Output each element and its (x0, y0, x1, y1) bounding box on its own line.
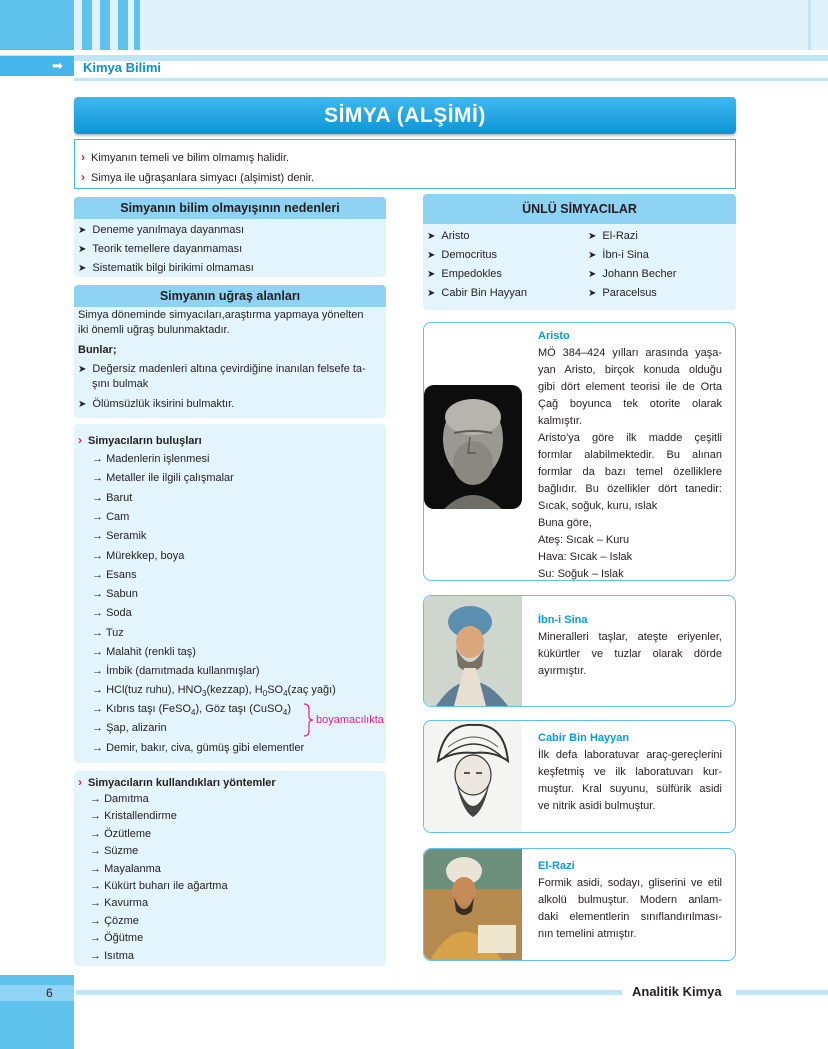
text-line: Sıcak, soğuk, kuru, ıslak (538, 500, 658, 512)
arrowhead-icon: ➤ (588, 250, 597, 261)
list-item: → Sabun (92, 588, 138, 601)
list-item: ➤ Deneme yanılmaya dayanması (78, 224, 245, 236)
list-item-text: Süzme (104, 845, 139, 858)
page-title: SİMYA (ALŞİMİ) (324, 103, 486, 127)
methods-heading: › Simyacıların kullandıkları yöntemler (78, 775, 276, 789)
portrait-image-icon (424, 721, 522, 832)
header-stripe (100, 0, 110, 50)
list-item: → Mürekkep, boya (92, 549, 185, 562)
header-stripe (134, 0, 140, 50)
reasons-heading: Simyanın bilim olmayışının nedenleri (74, 197, 386, 219)
list-item: → Soda (92, 607, 132, 620)
list-item: → Kükürt buharı ile ağartma (90, 880, 228, 892)
list-item-text: Damıtma (104, 793, 149, 805)
intro-line: › Kimyanın temeli ve bilim olmamış halidir. (81, 150, 290, 164)
text-line: formlar alabilmektedir. Bu alınan (538, 449, 722, 461)
fields-heading: Simyanın uğraş alanları (74, 285, 386, 307)
list-item: → Çözme (90, 914, 139, 927)
list-item: ➤ Değersiz madenleri altına çevirdiğine inanılan felsefe ta- (78, 363, 366, 375)
list-item: → Özütleme (90, 827, 152, 840)
list-item-text: Madenlerin işlenmesi (106, 453, 210, 465)
razi-portrait (424, 849, 522, 960)
list-item: → Şap, alizarin (92, 722, 167, 734)
book-title: Analitik Kimya (632, 984, 722, 999)
list-item: → Tuz (92, 626, 124, 639)
chevron-right-icon: › (81, 150, 85, 164)
list-item-text: Barut (106, 491, 133, 504)
list-item-text: Metaller ile ilgili çalışmalar (106, 472, 234, 485)
alchemist-name: El-Razi (602, 230, 638, 242)
list-item-text: Kristallendirme (104, 810, 177, 823)
list-item-text: Özütleme (104, 827, 152, 840)
list-item-text: Cam (106, 510, 130, 523)
text-line: İlk defa laboratuvar araç-gereçlerini (538, 749, 722, 761)
alchemist-item (427, 246, 497, 265)
list-item: → Metaller ile ilgili çalışmalar (92, 472, 234, 485)
list-item: → Süzme (90, 845, 139, 858)
footer-rule (76, 990, 622, 995)
text-line: Aristo'ya göre ilk madde çeşitli (538, 432, 722, 444)
text-line: alkolü bulmuştur. Modern anlam- (538, 894, 722, 906)
list-item-text: Esans (106, 568, 137, 581)
text-line: Buna göre, (538, 517, 592, 529)
chevron-right-icon: › (81, 170, 85, 184)
portrait-image-icon (424, 849, 522, 960)
text-line: gibi dört element teorisi ile de Orta (538, 381, 722, 393)
list-item-text: Kükürt buharı ile ağartma (104, 880, 228, 892)
list-item-text: Mayalanma (104, 862, 161, 875)
label: Bunlar; (78, 344, 117, 356)
arrowhead-icon: ➤ (588, 231, 597, 242)
list-item-text: Malahit (renkli taş) (106, 646, 196, 658)
header-underline (74, 78, 828, 81)
chevron-right-icon: › (78, 775, 82, 789)
list-item: → İmbik (damıtmada kullanmışlar) (92, 665, 260, 678)
alchemist-name: Cabir Bin Hayyan (441, 287, 527, 299)
list-item-continuation: şını bulmak (92, 378, 149, 390)
text-line: kalmıştır. (538, 415, 583, 427)
list-item: → Seramik (92, 530, 147, 543)
footer-rule (736, 990, 828, 995)
list-item: → Mayalanma (90, 862, 161, 875)
alchemist-name: Johann Becher (602, 268, 677, 280)
list-item: → Kristallendirme (90, 810, 177, 823)
list-item: ➤ Sistematik bilgi birikimi olmaması (78, 262, 254, 274)
list-item-text: Soda (106, 607, 132, 620)
alchemist-item (588, 227, 638, 246)
text-line: keşfetmiş ve ilk laboratuvarı kur- (538, 766, 722, 778)
list-item-text: Mürekkep, boya (106, 549, 185, 562)
bust-image-icon (424, 385, 522, 509)
list-item: → Esans (92, 568, 137, 581)
text-line: formlar da bazı temel özelliklere (538, 466, 722, 478)
arrowhead-icon: ➤ (78, 364, 87, 375)
brace-label: boyamacılıkta (316, 714, 384, 726)
arrowhead-icon: ➤ (427, 250, 436, 261)
list-item-text: Sabun (106, 588, 138, 601)
alchemist-item (588, 284, 657, 303)
intro-box (74, 139, 736, 189)
list-item: ➤ Teorik temellere dayanmaması (78, 243, 243, 255)
title-banner (74, 97, 736, 134)
alchemist-name: Empedokles (441, 268, 502, 280)
razi-text (538, 875, 722, 943)
intro-line: › Simya ile uğraşanlara simyacı (alşimist) denir. (81, 170, 315, 184)
arrow-right-icon: ➡ (52, 58, 63, 73)
discoveries-heading: › Simyacıların buluşları (78, 433, 202, 447)
list-item-text: Isıtma (104, 949, 135, 962)
list-item-text: İmbik (damıtmada kullanmışlar) (106, 665, 260, 678)
text-line: ayırmıştır. (538, 665, 587, 677)
cabir-name: Cabir Bin Hayyan (538, 732, 630, 744)
text-line: yan Aristo, birçok konuda olduğu (538, 364, 722, 376)
list-item-text: Tuz (105, 626, 124, 639)
text-line: kükürtler ve tuzlar olarak dörde (538, 648, 722, 660)
list-item-text: Seramik (106, 530, 147, 543)
alchemist-name: İbn-i Sina (602, 249, 649, 261)
arrowhead-icon: ➤ (427, 231, 436, 242)
header-stripe (118, 0, 128, 50)
arrowhead-icon: ➤ (427, 269, 436, 280)
text-line: Su: Soğuk – Islak (538, 568, 624, 580)
header-stripe (82, 0, 92, 50)
text-line: daki elementlerin sınıflandırılması- (538, 911, 722, 923)
razi-name: El-Razi (538, 860, 575, 872)
alchemist-item (588, 246, 649, 265)
text-line: MÖ 384–424 yılları arasında yaşa- (538, 347, 722, 359)
arrowhead-icon: ➤ (588, 288, 597, 299)
arrowhead-icon: ➤ (78, 244, 87, 255)
famous-heading: ÜNLÜ SİMYACILAR (423, 194, 736, 224)
list-item-text: Öğütme (104, 932, 144, 945)
text-line: Hava: Sıcak – Islak (538, 551, 633, 563)
ibnsina-name: İbn-i Sina (538, 614, 588, 626)
section-label: Kimya Bilimi (83, 60, 162, 75)
alchemist-name: Democritus (441, 249, 498, 261)
list-item: → Madenlerin işlenmesi (92, 453, 210, 465)
portrait-image-icon (424, 596, 522, 706)
text-line: ve nitrik asidi bulmuştur. (538, 800, 656, 812)
footer-band (0, 985, 74, 1001)
arrowhead-icon: ➤ (78, 225, 87, 236)
ibnsina-portrait (424, 596, 522, 706)
text-line: nın temelini atmıştır. (538, 928, 637, 940)
paragraph: Simya döneminde simyacıları,araştırma yapmaya yönelten (78, 309, 364, 321)
list-item: → Damıtma (90, 793, 149, 805)
list-item: → Malahit (renkli taş) (92, 646, 196, 658)
paragraph: iki önemli uğraş bulunmaktadır. (78, 324, 230, 336)
alchemist-item (427, 284, 527, 303)
arrowhead-icon: ➤ (588, 269, 597, 280)
page-number: 6 (46, 986, 53, 1000)
list-item: → HCl(tuz ruhu), $HNO_3(kezzap)$, $H_0SO_4(zaç$ yağı) (92, 684, 336, 699)
header-stripe (0, 0, 74, 50)
alchemist-name: Aristo (441, 230, 470, 242)
text-line: Ateş: Sıcak – Kuru (538, 534, 630, 546)
curly-brace-icon (302, 703, 314, 737)
text-line: Mineralleri taşlar, ateşte eriyenler, (538, 631, 722, 643)
list-item: → Isıtma (90, 949, 135, 962)
header-band (0, 0, 828, 50)
list-item-text: Çözme (104, 914, 139, 927)
list-item: → Barut (92, 491, 133, 504)
header-stripe (808, 0, 811, 50)
list-item: → Kıbrıs taşı (FeSO$_4$), Göz taşı (CuSO$_4$) (92, 703, 292, 718)
text-line: bağlıdır. Bu özellikler dört tanedir: (538, 483, 722, 495)
arrowhead-icon: ➤ (427, 288, 436, 299)
chevron-right-icon: › (78, 433, 82, 447)
list-item: → Cam (92, 510, 130, 523)
list-item: ➤ Ölümsüzlük iksirini bulmaktır. (78, 398, 235, 410)
aristo-portrait (424, 385, 522, 509)
list-item-text: Kavurma (104, 897, 149, 910)
cabir-text (538, 747, 722, 815)
alchemist-item (427, 227, 470, 246)
aristo-text (538, 345, 722, 583)
aristo-name: Aristo (538, 330, 570, 342)
text-line: muştur. Kral suyunu, sülfürik asidi (538, 783, 722, 795)
alchemist-item (427, 265, 502, 284)
cabir-portrait (424, 721, 522, 832)
list-item: → Kavurma (90, 897, 149, 910)
arrowhead-icon: ➤ (78, 263, 87, 274)
text-line: Formik asidi, sodayı, gliserini ve etil (538, 877, 722, 889)
alchemist-item (588, 265, 676, 284)
text-line: Çağ boyunca tek otorite olarak (538, 398, 722, 410)
list-item: → Öğütme (90, 932, 144, 945)
arrowhead-icon: ➤ (78, 399, 87, 410)
alchemist-name: Paracelsus (602, 287, 657, 299)
ibnsina-text (538, 629, 722, 680)
list-item: → Demir, bakır, civa, gümüş gibi elementler (92, 742, 305, 754)
